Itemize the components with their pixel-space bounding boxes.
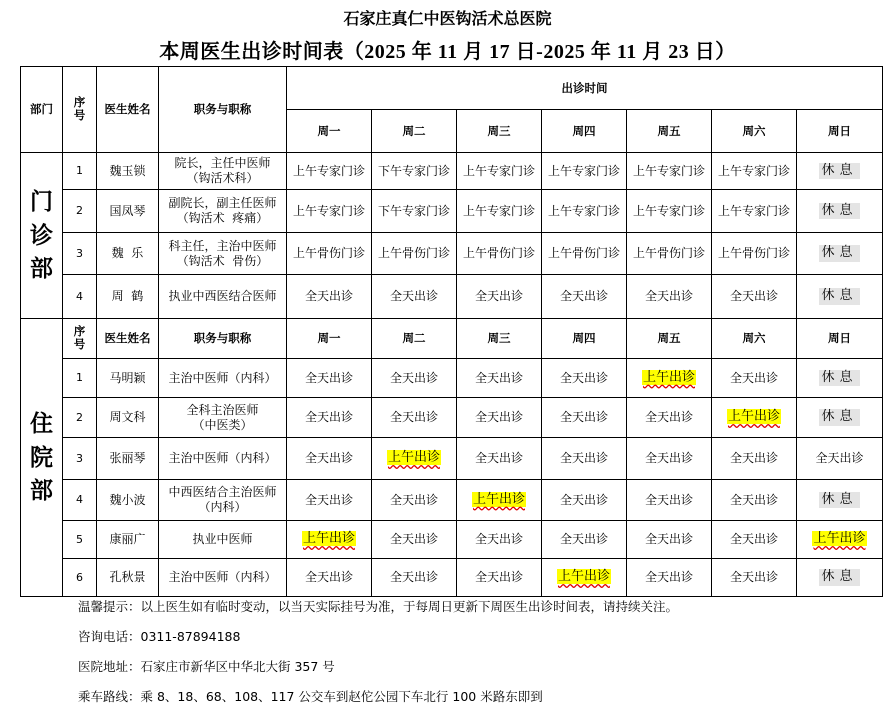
- schedule-text: 上午专家门诊: [292, 203, 365, 218]
- schedule-cell: [712, 480, 797, 521]
- position-cell: [159, 275, 287, 319]
- schedule-cell: [372, 521, 457, 559]
- doctor-name: 周文科: [97, 398, 159, 438]
- dept-char: 诊: [30, 222, 53, 248]
- schedule-cell: [372, 190, 457, 233]
- schedule-text: 上午骨伤门诊: [632, 246, 705, 260]
- doctor-name: 周 鹤: [97, 275, 159, 319]
- schedule-cell: [542, 275, 627, 319]
- rest-badge: 休息: [821, 245, 858, 261]
- doctor-row: [21, 521, 883, 559]
- day-header: 周一: [287, 110, 372, 153]
- position-line: 主治中医师（内科）: [168, 370, 277, 385]
- schedule-cell: [712, 190, 797, 233]
- schedule-text: 全天出诊: [729, 451, 778, 465]
- seq-cell: 1: [63, 153, 97, 190]
- schedule-cell: [797, 359, 883, 398]
- doctor-row: [21, 233, 883, 275]
- doctor-row: [21, 275, 883, 319]
- schedule-cell: [797, 275, 883, 319]
- seq-cell: 4: [63, 275, 97, 319]
- seq-header: [63, 319, 97, 359]
- day-header: 周日: [797, 110, 883, 153]
- schedule-cell: [372, 275, 457, 319]
- position-line: 执业中西医结合医师: [168, 289, 277, 303]
- schedule-cell: [627, 398, 712, 438]
- schedule-text: 全天出诊: [304, 289, 353, 303]
- schedule-text: 全天出诊: [559, 532, 608, 546]
- schedule-cell: [287, 275, 372, 319]
- schedule-highlight: 上午出诊: [557, 569, 610, 585]
- schedule-highlight: 上午出诊: [642, 369, 695, 385]
- schedule-cell: [627, 233, 712, 275]
- rest-badge: 休息: [821, 202, 858, 218]
- schedule-text: 全天出诊: [644, 451, 693, 465]
- schedule-cell: [372, 153, 457, 190]
- seq-cell: 1: [63, 359, 97, 398]
- schedule-text: 全天出诊: [389, 410, 438, 424]
- schedule-text: 全天出诊: [474, 570, 523, 584]
- schedule-text: 全天出诊: [304, 410, 353, 424]
- doctor-row: [21, 438, 883, 480]
- schedule-text: 全天出诊: [729, 289, 778, 303]
- doctor-name: 魏玉锁: [97, 153, 159, 190]
- rest-badge: 休息: [821, 491, 858, 507]
- schedule-cell: [372, 233, 457, 275]
- position-header: 职务与职称: [159, 67, 287, 153]
- header-row: [21, 67, 883, 110]
- schedule-cell: [542, 521, 627, 559]
- doctor-name: 康丽广: [97, 521, 159, 559]
- schedule-cell: [627, 438, 712, 480]
- position-header: 职务与职称: [159, 319, 287, 359]
- dept-char: 住: [30, 411, 53, 437]
- day-header: 周四: [542, 110, 627, 153]
- position-line: 科主任，主治中医师: [168, 238, 277, 253]
- schedule-cell: [457, 233, 542, 275]
- schedule-cell: [627, 359, 712, 398]
- seq-cell: 6: [63, 559, 97, 597]
- schedule-cell: [372, 398, 457, 438]
- schedule-text: 下午专家门诊: [377, 163, 450, 178]
- doctor-name: 孔秋景: [97, 559, 159, 597]
- seq-cell: 3: [63, 233, 97, 275]
- schedule-cell: [287, 559, 372, 597]
- schedule-cell: [287, 521, 372, 559]
- schedule-cell: [712, 559, 797, 597]
- schedule-table: [20, 66, 883, 597]
- position-cell: [159, 233, 287, 275]
- schedule-cell: [712, 438, 797, 480]
- schedule-cell: [797, 559, 883, 597]
- schedule-text: 全天出诊: [304, 492, 353, 507]
- schedule-cell: [627, 559, 712, 597]
- day-header: 周四: [542, 319, 627, 359]
- doctor-row: [21, 359, 883, 398]
- rest-badge: 休息: [821, 162, 858, 178]
- schedule-cell: [797, 190, 883, 233]
- position-line: 执业中医师: [192, 532, 253, 546]
- schedule-text: 上午专家门诊: [547, 163, 620, 178]
- schedule-cell: [287, 190, 372, 233]
- position-cell: [159, 480, 287, 521]
- position-line: 主治中医师（内科）: [168, 451, 277, 465]
- schedule-cell: [797, 521, 883, 559]
- dept-char: 部: [30, 256, 53, 282]
- schedule-cell: [457, 359, 542, 398]
- position-cell: [159, 521, 287, 559]
- position-cell: [159, 359, 287, 398]
- schedule-text: 全天出诊: [304, 570, 353, 584]
- schedule-text: 全天出诊: [304, 451, 353, 465]
- day-header: 周五: [627, 319, 712, 359]
- schedule-cell: [712, 275, 797, 319]
- schedule-text: 上午专家门诊: [632, 163, 705, 178]
- schedule-cell: [542, 398, 627, 438]
- schedule-cell: [542, 559, 627, 597]
- dept-header: 部门: [21, 67, 63, 153]
- schedule-text: 全天出诊: [644, 289, 693, 303]
- schedule-text: 全天出诊: [644, 570, 693, 584]
- schedule-cell: [712, 359, 797, 398]
- schedule-header: 出诊时间: [287, 67, 883, 110]
- schedule-text: 全天出诊: [815, 451, 864, 465]
- schedule-cell: [797, 233, 883, 275]
- schedule-highlight: 上午出诊: [813, 531, 866, 547]
- footer-route: 乘车路线：乘 8、18、68、108、117 公交车到赵佗公园下车北行 100 米路东即到: [78, 689, 543, 704]
- doctor-row: [21, 398, 883, 438]
- schedule-cell: [457, 190, 542, 233]
- schedule-text: 全天出诊: [474, 410, 523, 424]
- schedule-cell: [287, 480, 372, 521]
- doctor-name: 国凤琴: [97, 190, 159, 233]
- schedule-text: 上午骨伤门诊: [547, 246, 620, 260]
- footer-tip: 温馨提示：以上医生如有临时变动，以当天实际挂号为准，于每周日更新下周医生出诊时间表，请持续关注。: [78, 599, 679, 614]
- doctor-name: 魏 乐: [97, 233, 159, 275]
- schedule-text: 全天出诊: [644, 532, 693, 546]
- schedule-text: 全天出诊: [644, 492, 693, 507]
- schedule-text: 全天出诊: [729, 492, 778, 507]
- day-header: 周五: [627, 110, 712, 153]
- schedule-cell: [457, 398, 542, 438]
- schedule-text: 上午专家门诊: [717, 203, 790, 218]
- schedule-cell: [712, 233, 797, 275]
- schedule-text: 上午专家门诊: [547, 203, 620, 218]
- hospital-name: 石家庄真仁中医钩活术总医院: [343, 11, 552, 28]
- schedule-cell: [627, 480, 712, 521]
- doctor-name: 魏小波: [97, 480, 159, 521]
- schedule-highlight: 上午出诊: [302, 531, 355, 547]
- schedule-cell: [457, 480, 542, 521]
- dept-cell: [21, 319, 63, 597]
- schedule-text: 全天出诊: [559, 289, 608, 303]
- schedule-highlight: 上午出诊: [727, 409, 780, 425]
- schedule-text: 全天出诊: [559, 370, 608, 385]
- schedule-cell: [287, 398, 372, 438]
- schedule-highlight: 上午出诊: [472, 491, 525, 507]
- schedule-text: 全天出诊: [389, 289, 438, 303]
- dept-cell: [21, 153, 63, 319]
- rest-badge: 休息: [821, 369, 858, 385]
- schedule-cell: [542, 438, 627, 480]
- schedule-cell: [457, 153, 542, 190]
- day-header: 周三: [457, 110, 542, 153]
- position-cell: [159, 398, 287, 438]
- schedule-text: 全天出诊: [644, 410, 693, 424]
- position-line: （钩活术 骨伤）: [176, 253, 269, 268]
- seq-cell: 2: [63, 190, 97, 233]
- doctor-name: 张丽琴: [97, 438, 159, 480]
- schedule-text: 全天出诊: [389, 570, 438, 584]
- schedule-cell: [372, 438, 457, 480]
- position-line: （中医类）: [192, 417, 253, 432]
- rest-badge: 休息: [821, 569, 858, 585]
- schedule-text: 上午骨伤门诊: [377, 246, 450, 260]
- doctor-name: 马明颖: [97, 359, 159, 398]
- schedule-text: 全天出诊: [474, 451, 523, 465]
- day-header: 周日: [797, 319, 883, 359]
- schedule-cell: [542, 153, 627, 190]
- seq-cell: 5: [63, 521, 97, 559]
- position-line: 中西医结合主治医师: [168, 485, 277, 499]
- doctor-row: [21, 190, 883, 233]
- name-header: 医生姓名: [97, 319, 159, 359]
- dept-char: 部: [30, 478, 53, 504]
- schedule-cell: [372, 359, 457, 398]
- schedule-text: 全天出诊: [559, 410, 608, 424]
- schedule-cell: [712, 521, 797, 559]
- position-line: （钩活术 疼痛）: [176, 211, 269, 225]
- schedule-text: 上午专家门诊: [462, 203, 535, 218]
- schedule-cell: [542, 233, 627, 275]
- schedule-cell: [712, 153, 797, 190]
- doctor-row: [21, 480, 883, 521]
- schedule-text: 上午骨伤门诊: [292, 246, 365, 260]
- schedule-cell: [542, 190, 627, 233]
- seq-header-label: 序号: [73, 95, 86, 123]
- position-cell: [159, 438, 287, 480]
- schedule-cell: [712, 398, 797, 438]
- seq-cell: 3: [63, 438, 97, 480]
- schedule-text: 全天出诊: [389, 532, 438, 546]
- schedule-cell: [287, 153, 372, 190]
- day-header: 周三: [457, 319, 542, 359]
- schedule-cell: [627, 153, 712, 190]
- doctor-row: [21, 153, 883, 190]
- schedule-cell: [287, 359, 372, 398]
- day-header: 周二: [372, 110, 457, 153]
- schedule-text: 全天出诊: [474, 532, 523, 546]
- schedule-text: 全天出诊: [729, 532, 778, 546]
- schedule-highlight: 上午出诊: [387, 450, 440, 466]
- day-header: 周六: [712, 319, 797, 359]
- schedule-cell: [797, 480, 883, 521]
- schedule-cell: [627, 521, 712, 559]
- schedule-text: 上午骨伤门诊: [462, 246, 535, 260]
- schedule-title: 本周医生出诊时间表（2025 年 11 月 17 日-2025 年 11 月 23 日）: [159, 41, 736, 63]
- schedule-cell: [627, 190, 712, 233]
- seq-header-label: 序号: [73, 324, 86, 352]
- schedule-cell: [287, 233, 372, 275]
- schedule-text: 全天出诊: [729, 370, 778, 385]
- day-header: 周六: [712, 110, 797, 153]
- schedule-cell: [542, 359, 627, 398]
- schedule-cell: [287, 438, 372, 480]
- seq-cell: 2: [63, 398, 97, 438]
- schedule-cell: [797, 153, 883, 190]
- schedule-cell: [457, 275, 542, 319]
- footer-address: 医院地址：石家庄市新华区中华北大街 357 号: [78, 659, 335, 674]
- rest-badge: 休息: [821, 288, 858, 304]
- position-line: 院长，主任中医师: [174, 156, 271, 170]
- schedule-cell: [457, 438, 542, 480]
- schedule-cell: [627, 275, 712, 319]
- position-line: 全科主治医师: [186, 402, 259, 417]
- schedule-cell: [457, 521, 542, 559]
- doctor-row: [21, 559, 883, 597]
- schedule-text: 全天出诊: [729, 570, 778, 584]
- name-header: 医生姓名: [97, 67, 159, 153]
- schedule-text: 上午专家门诊: [717, 163, 790, 178]
- seq-header: [63, 67, 97, 153]
- schedule-text: 上午骨伤门诊: [717, 246, 790, 260]
- schedule-text: 全天出诊: [389, 492, 438, 507]
- schedule-text: 全天出诊: [559, 451, 608, 465]
- schedule-text: 上午专家门诊: [462, 163, 535, 178]
- subheader-row: [21, 319, 883, 359]
- schedule-text: 全天出诊: [304, 370, 353, 385]
- schedule-cell: [372, 480, 457, 521]
- rest-badge: 休息: [821, 409, 858, 425]
- schedule-text: 全天出诊: [389, 370, 438, 385]
- position-line: 主治中医师（内科）: [168, 570, 277, 584]
- schedule-cell: [797, 398, 883, 438]
- day-header: 周一: [287, 319, 372, 359]
- dept-char: 门: [30, 189, 53, 215]
- position-cell: [159, 190, 287, 233]
- schedule-cell: [457, 559, 542, 597]
- position-cell: [159, 559, 287, 597]
- position-line: 副院长，副主任医师: [168, 196, 277, 210]
- position-cell: [159, 153, 287, 190]
- schedule-text: 全天出诊: [474, 370, 523, 385]
- position-line: （钩活术科）: [186, 171, 259, 185]
- seq-cell: 4: [63, 480, 97, 521]
- schedule-text: 下午专家门诊: [377, 203, 450, 218]
- schedule-cell: [542, 480, 627, 521]
- day-header: 周二: [372, 319, 457, 359]
- schedule-text: 全天出诊: [559, 492, 608, 507]
- schedule-cell: [797, 438, 883, 480]
- schedule-cell: [372, 559, 457, 597]
- schedule-text: 上午专家门诊: [292, 163, 365, 178]
- dept-char: 院: [30, 444, 53, 470]
- position-line: （内科）: [198, 500, 247, 514]
- schedule-text: 上午专家门诊: [632, 203, 705, 218]
- footer-phone: 咨询电话：0311-87894188: [78, 629, 241, 644]
- schedule-text: 全天出诊: [474, 289, 523, 303]
